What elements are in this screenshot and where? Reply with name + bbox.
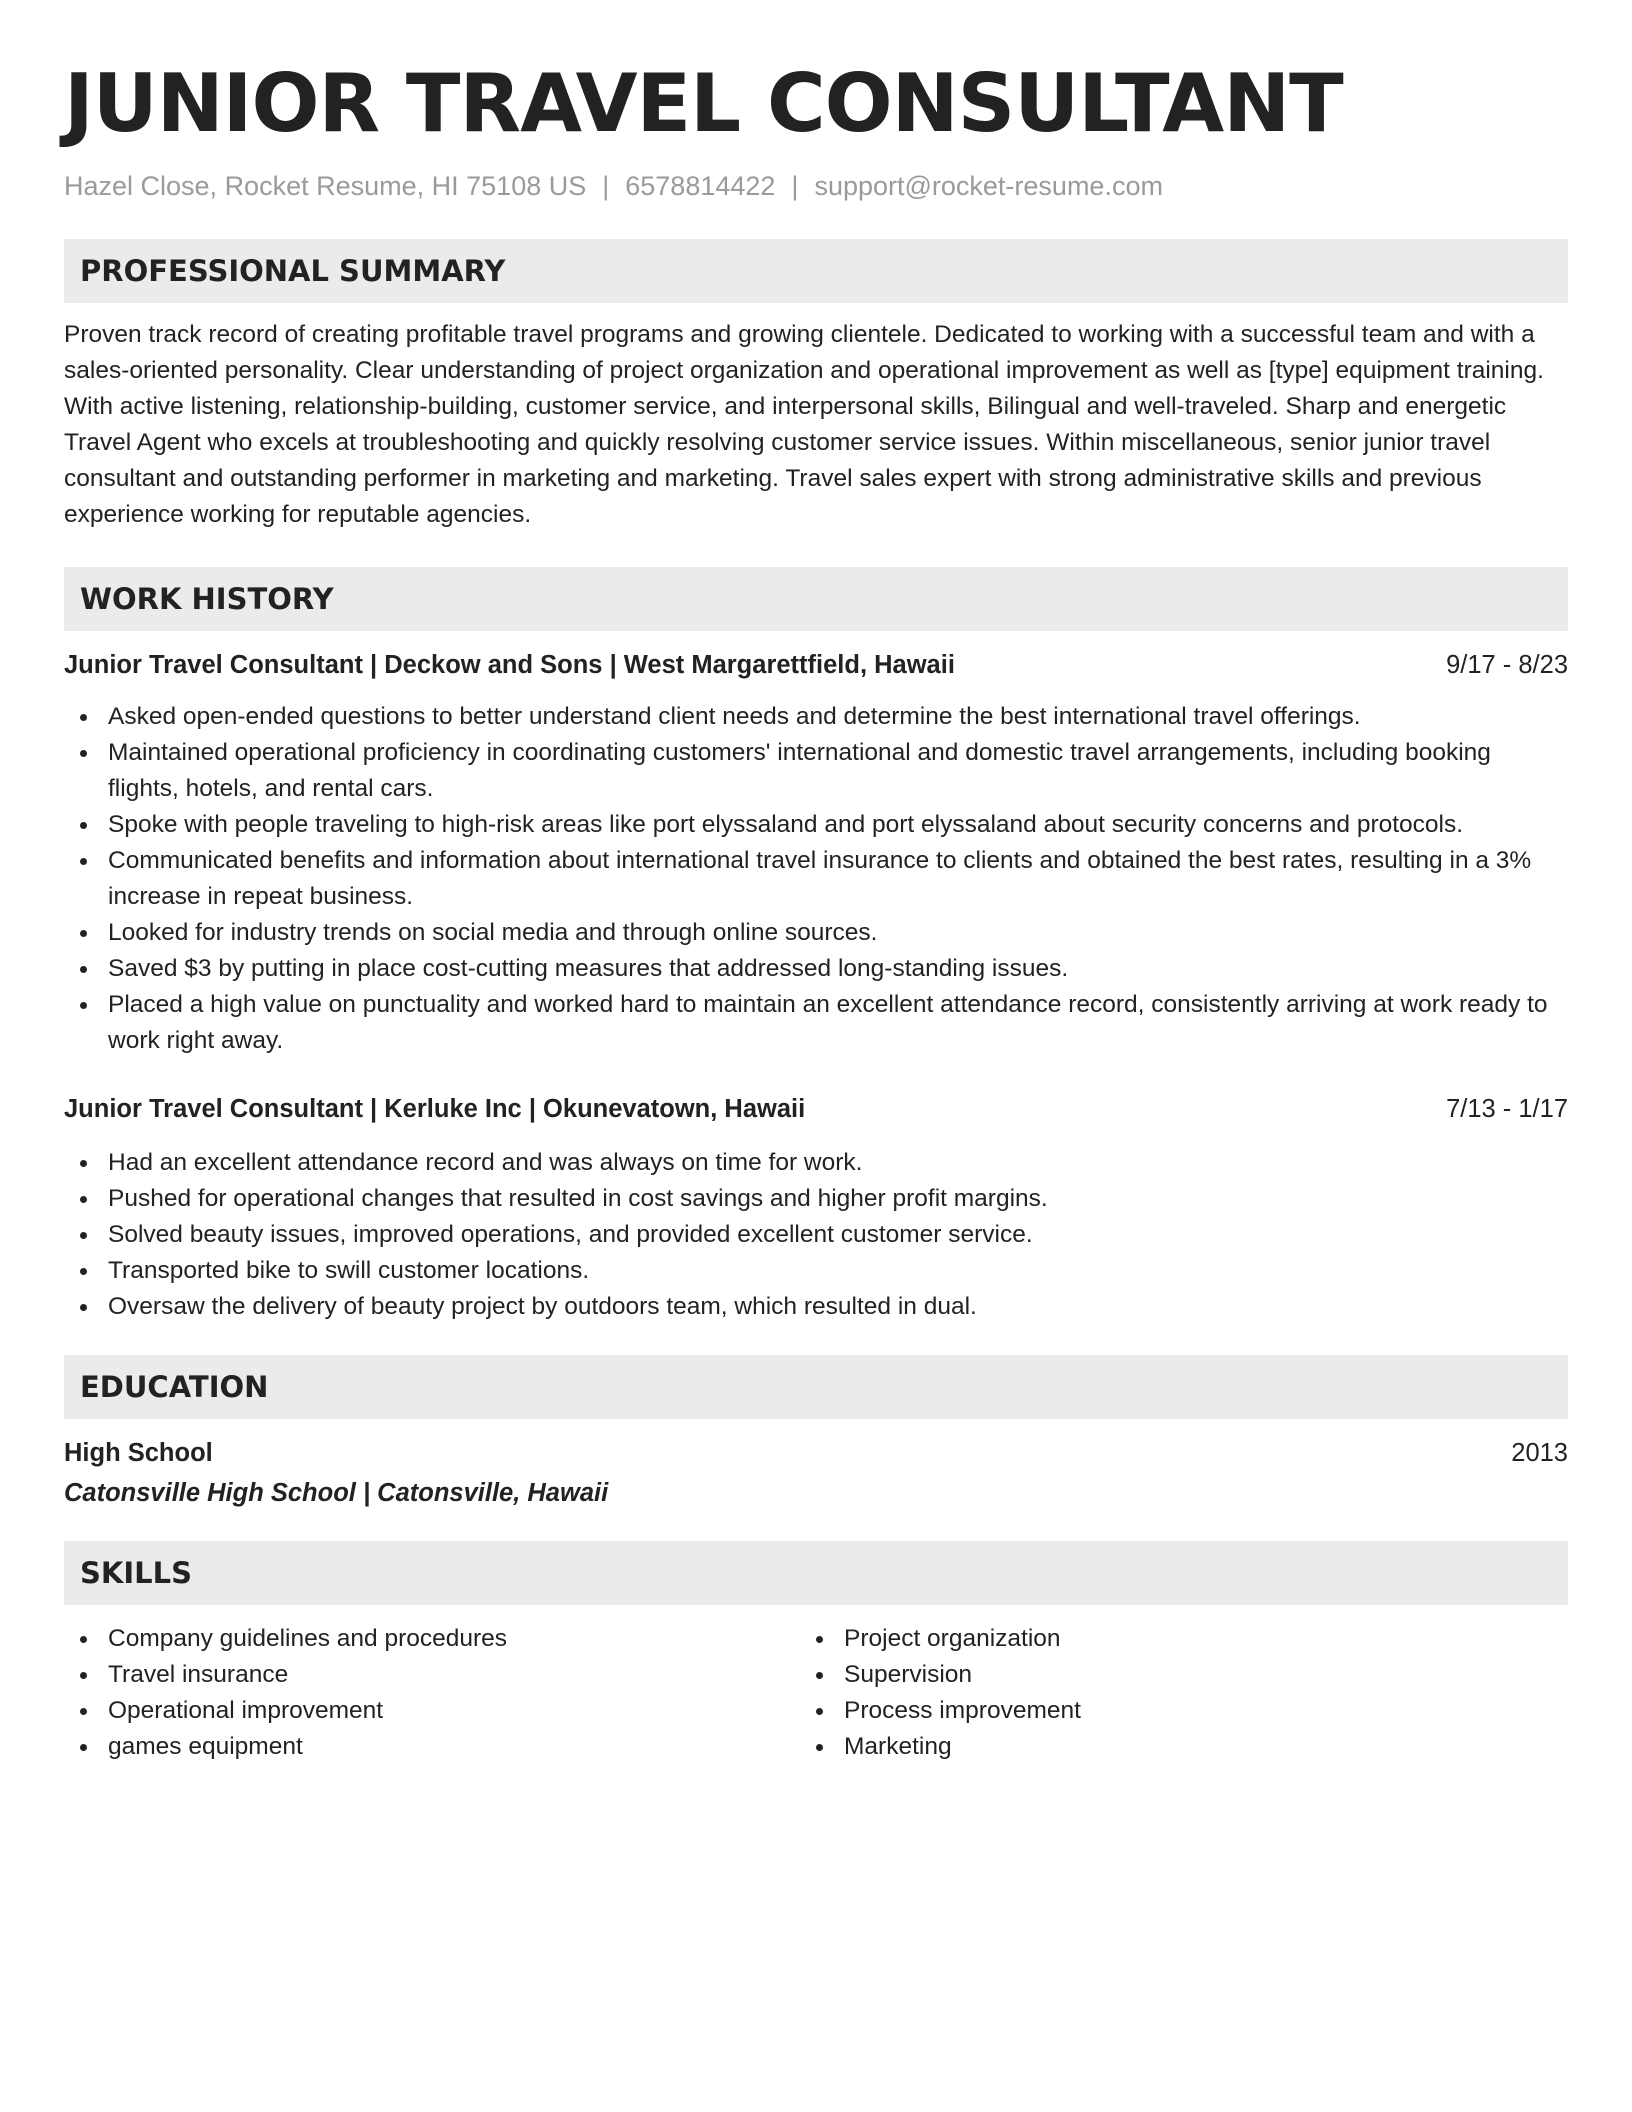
contact-line (64, 168, 1568, 204)
skill-item: Company guidelines and procedures (64, 1621, 800, 1657)
job-bullets (64, 699, 1568, 1059)
job-header (64, 647, 1568, 683)
list-item: Transported bike to swill customer locations. (64, 1253, 1568, 1289)
candidate-name: JUNIOR TRAVEL CONSULTANT (64, 57, 1343, 150)
skill-item: games equipment (64, 1729, 800, 1765)
job-entry (64, 1091, 1568, 1325)
skills-list-right (800, 1621, 1536, 1765)
education-entry (64, 1435, 1568, 1511)
section-header-summary: PROFESSIONAL SUMMARY (64, 239, 1568, 303)
skills-columns (64, 1621, 1568, 1765)
skill-item: Travel insurance (64, 1657, 800, 1693)
skill-item: Supervision (800, 1657, 1536, 1693)
job-dates: 7/13 - 1/17 (1446, 1095, 1568, 1123)
list-item: Oversaw the delivery of beauty project by outdoors team, which resulted in dual. (64, 1289, 1568, 1325)
contact-separator: | (791, 171, 799, 201)
skill-item: Marketing (800, 1729, 1536, 1765)
list-item: Communicated benefits and information about international travel insurance to clients and obtained the best rates, resulting in a 3% increase in repeat business. (64, 843, 1568, 915)
skill-item: Process improvement (800, 1693, 1536, 1729)
education-school: Catonsville High School | Catonsville, Hawaii (64, 1479, 609, 1507)
job-bullets (64, 1145, 1568, 1325)
list-item: Placed a high value on punctuality and worked hard to maintain an excellent attendance record, consistently arriving at work ready to work right away. (64, 987, 1568, 1059)
job-entry (64, 647, 1568, 1059)
job-title: Junior Travel Consultant | Deckow and Sons | West Margarettfield, Hawaii (64, 651, 955, 679)
job-title: Junior Travel Consultant | Kerluke Inc | Okunevatown, Hawaii (64, 1095, 806, 1123)
contact-address: Hazel Close, Rocket Resume, HI 75108 US (64, 171, 587, 201)
education-header (64, 1435, 1568, 1471)
education-year: 2013 (1511, 1439, 1568, 1467)
list-item: Solved beauty issues, improved operations, and provided excellent customer service. (64, 1217, 1568, 1253)
list-item: Had an excellent attendance record and was always on time for work. (64, 1145, 1568, 1181)
education-degree: High School (64, 1439, 213, 1467)
skills-list-left (64, 1621, 800, 1765)
skill-item: Operational improvement (64, 1693, 800, 1729)
contact-email: support@rocket-resume.com (814, 171, 1163, 201)
contact-phone: 6578814422 (625, 171, 776, 201)
skill-item: Project organization (800, 1621, 1536, 1657)
job-header (64, 1091, 1568, 1127)
list-item: Looked for industry trends on social media and through online sources. (64, 915, 1568, 951)
list-item: Pushed for operational changes that resulted in cost savings and higher profit margins. (64, 1181, 1568, 1217)
list-item: Asked open-ended questions to better understand client needs and determine the best international travel offerings. (64, 699, 1568, 735)
list-item: Maintained operational proficiency in coordinating customers' international and domestic travel arrangements, including booking flights, hotels, and rental cars. (64, 735, 1568, 807)
list-item: Saved $3 by putting in place cost-cutting measures that addressed long-standing issues. (64, 951, 1568, 987)
job-dates: 9/17 - 8/23 (1446, 651, 1568, 679)
section-header-skills: SKILLS (64, 1541, 1568, 1605)
contact-separator: | (602, 171, 610, 201)
summary-text: Proven track record of creating profitable travel programs and growing clientele. Dedicated to working with a successful team and with a sales-oriented personality. Clear understanding of project organization and operational improvement as well as [type] equipment training. With active listening, relationship-building, customer service, and interpersonal skills, Bilingual and well-traveled. Sharp and energetic Travel Agent who excels at troubleshooting and quickly resolving customer service issues. Within miscellaneous, senior junior travel consultant and outstanding performer in marketing and marketing. Travel sales expert with strong administrative skills and previous experience working for reputable agencies. (64, 321, 1544, 528)
section-header-education: EDUCATION (64, 1355, 1568, 1419)
list-item: Spoke with people traveling to high-risk areas like port elyssaland and port elyssaland about security concerns and protocols. (64, 807, 1568, 843)
section-header-work-history: WORK HISTORY (64, 567, 1568, 631)
